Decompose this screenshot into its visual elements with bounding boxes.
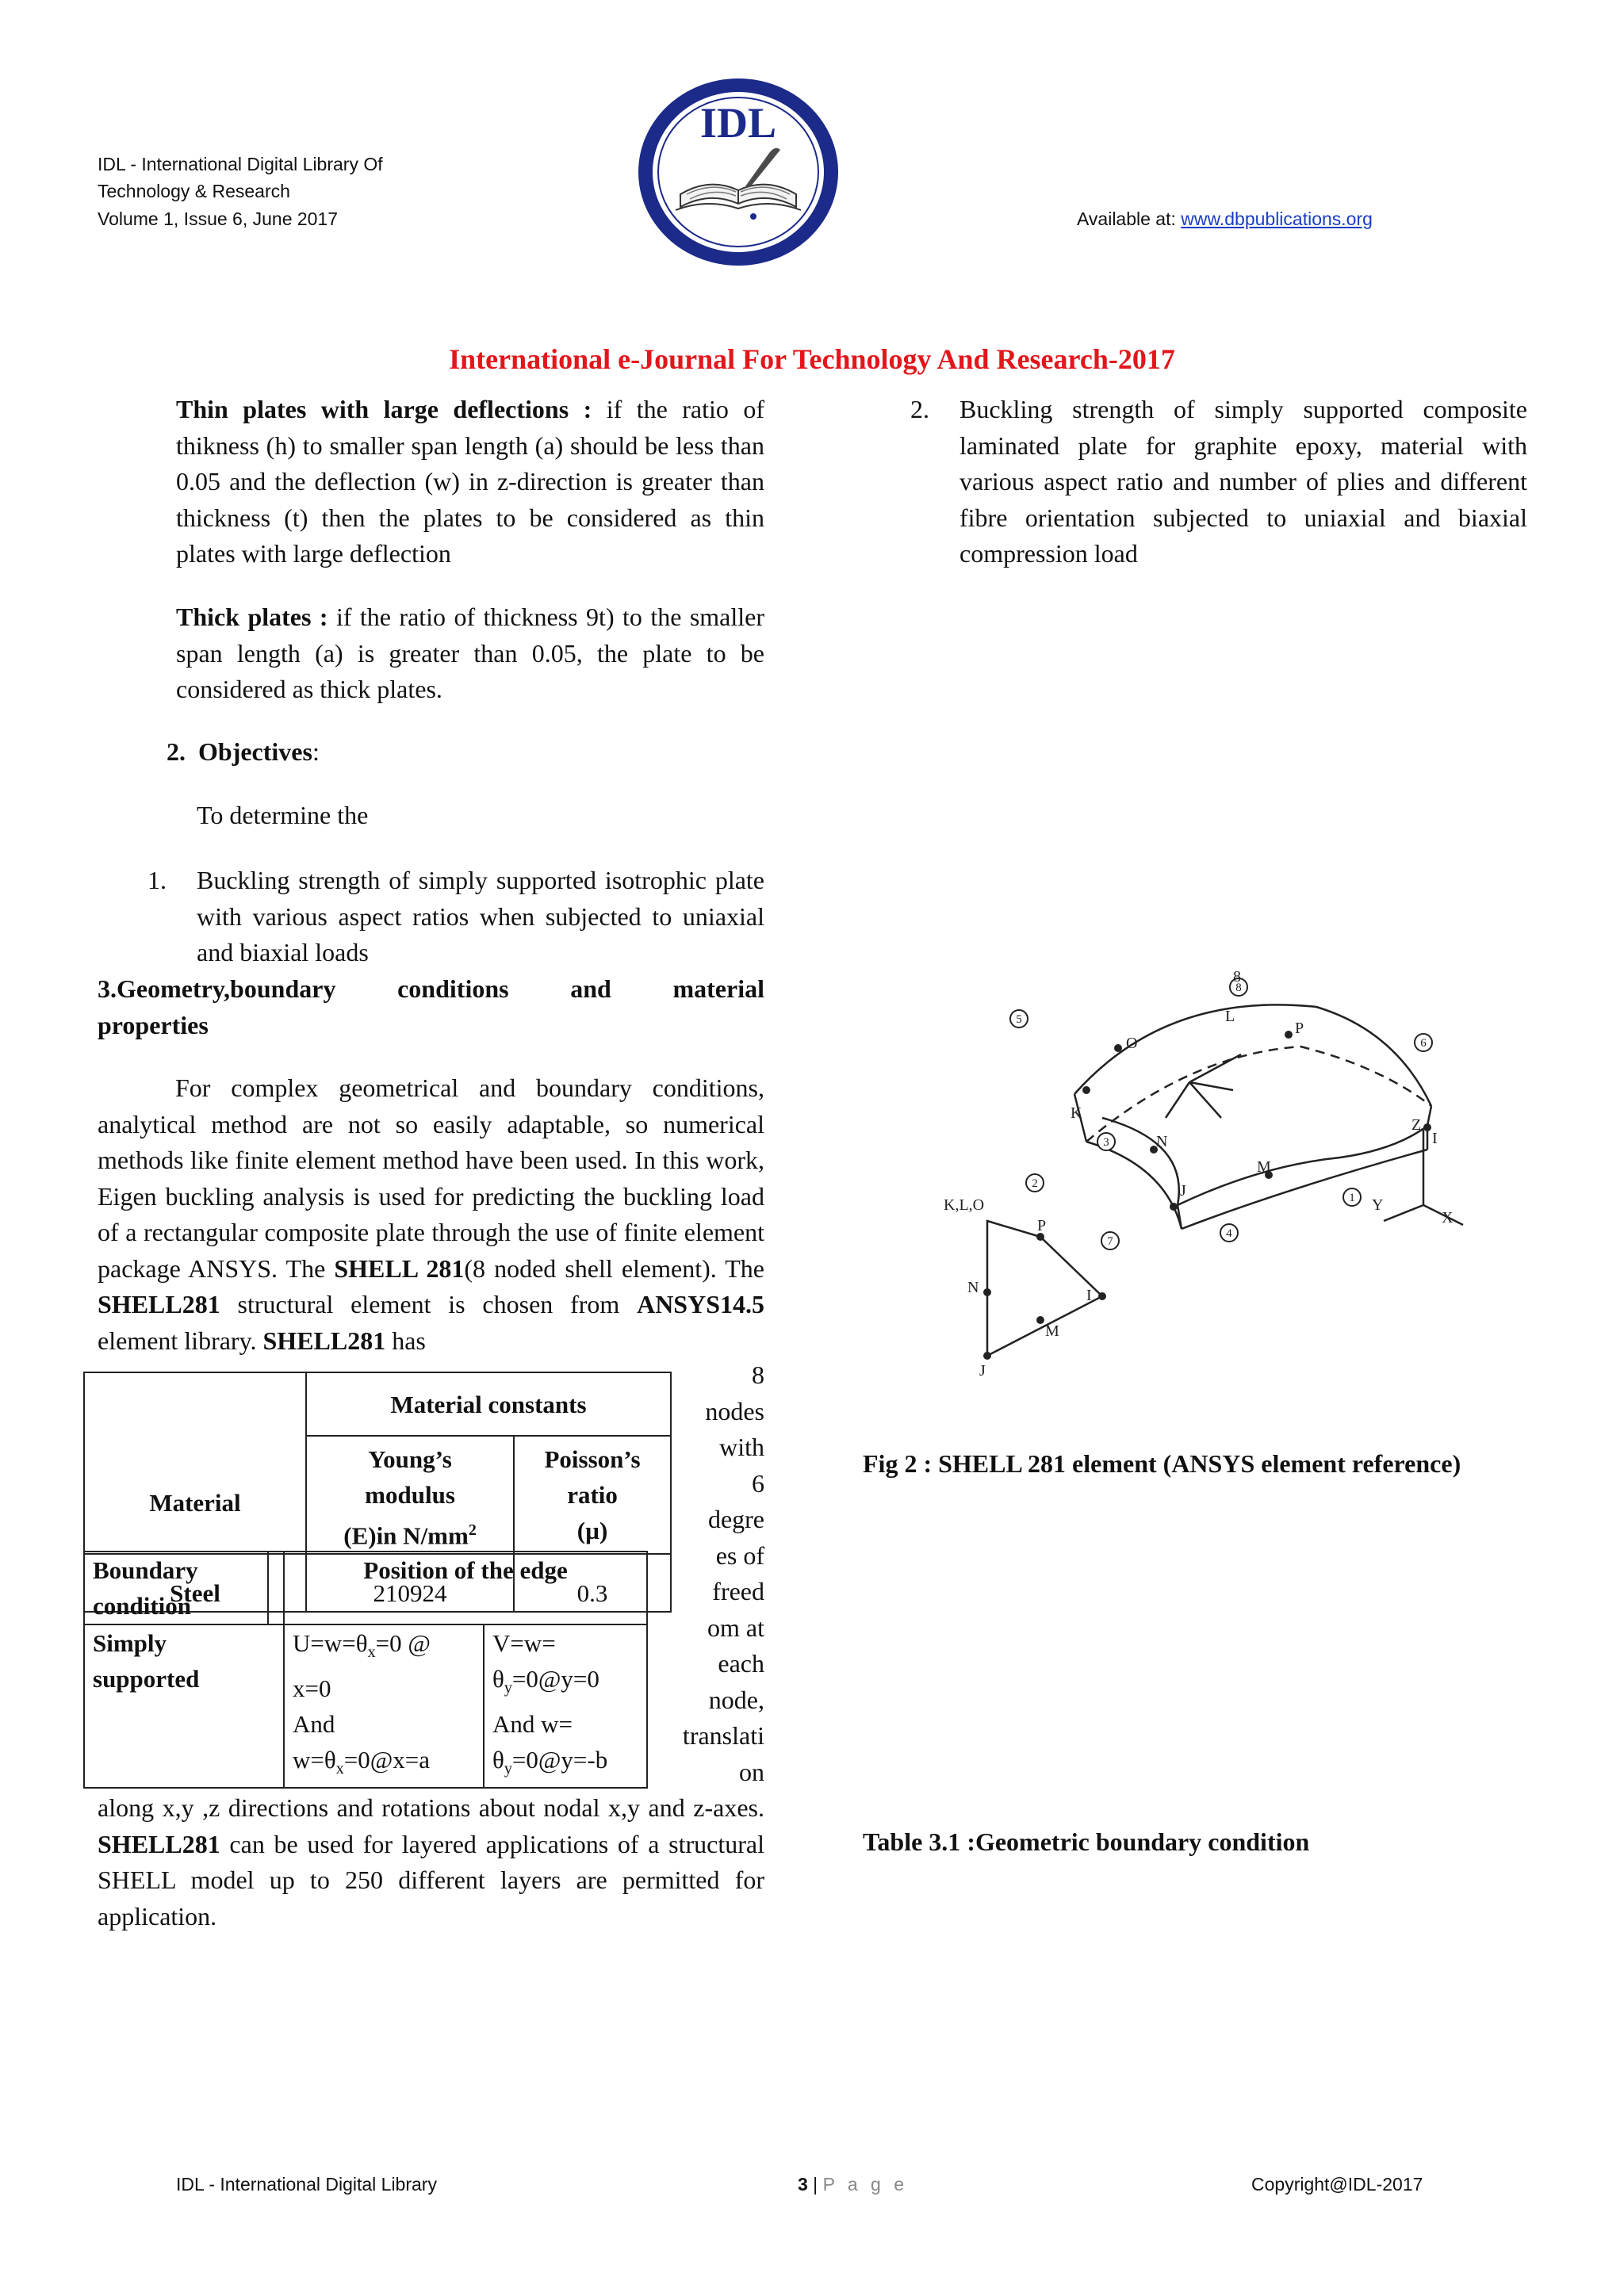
callout-text: 7 <box>1107 1235 1113 1248</box>
page-word: P a g e <box>822 2174 909 2195</box>
wrapped-line: with <box>719 1433 764 1461</box>
journal-title: International e-Journal For Technology And Research-2017 <box>449 343 1175 375</box>
simply-supported-cell <box>84 1624 284 1788</box>
y-cond-2b: =0@y=0 <box>511 1665 599 1693</box>
material-steel: Steel <box>84 1554 306 1612</box>
methods-bold-2: SHELL281 <box>98 1290 220 1318</box>
material-constants-header: Material constants <box>306 1372 671 1436</box>
simply-label: Simply <box>93 1629 167 1657</box>
section-3-word-4: material <box>672 974 764 1003</box>
x-cond-4-sub: x <box>335 1760 344 1778</box>
section-3-word-1: 3.Geometry,boundary <box>98 974 336 1003</box>
x-cond-1b: =0 @ <box>375 1629 431 1657</box>
callout-text: 3 <box>1103 1136 1109 1149</box>
methods-bold-3: ANSYS14.5 <box>637 1290 764 1318</box>
section-3-word-5: properties <box>98 1010 209 1039</box>
header-line-2: Technology & Research <box>98 181 290 201</box>
boundary-header-line-2: condition <box>93 1592 192 1620</box>
node-label: I <box>1086 1287 1092 1304</box>
thin-plates-text: if the ratio of thikness (h) to smaller span length (a) should be less than 0.05 and the deflection (w) in z-direction is greater than thickness (t) then the plates to be considered as thin plates with large deflection <box>176 395 764 568</box>
shell281-figure <box>928 959 1483 1403</box>
callout-text: 2 <box>1032 1177 1038 1190</box>
shell281-paragraph <box>98 1790 764 1934</box>
methods-text-5: has <box>385 1326 426 1355</box>
methods-bold-1: SHELL 281 <box>334 1253 465 1283</box>
youngs-line-2: modulus <box>365 1481 455 1509</box>
material-col-header: Material <box>84 1372 306 1554</box>
section-3-heading <box>98 971 764 1043</box>
y-cond-3: And w= <box>492 1710 573 1739</box>
boundary-condition-header <box>84 1552 268 1624</box>
youngs-modulus-header <box>306 1436 514 1554</box>
axis-label: Z <box>1411 1116 1422 1134</box>
node-label: K <box>1071 1104 1082 1122</box>
wrapped-line: freed <box>712 1577 764 1605</box>
wrapped-line: translati <box>682 1721 764 1750</box>
idl-logo <box>634 75 842 270</box>
y-cond-4a: θ <box>492 1746 504 1774</box>
node-label: 8 <box>1233 968 1241 985</box>
wrapped-line: om at <box>707 1613 764 1642</box>
footer-right: Copyright@IDL-2017 <box>1251 2174 1423 2195</box>
node-label: P <box>1037 1217 1047 1234</box>
supported-label: supported <box>93 1665 200 1693</box>
youngs-value: 210924 <box>306 1554 514 1612</box>
axis-label: X <box>1442 1209 1454 1226</box>
shell-bold: SHELL281 <box>98 1829 220 1858</box>
wrapped-line: degre <box>707 1505 764 1533</box>
shell-text-1: along x,y ,z directions and rotations about nodal x,y and z-axes. <box>98 1793 764 1822</box>
node-label: N <box>1156 1133 1168 1150</box>
x-cond-4b: =0@x=a <box>343 1746 431 1774</box>
thick-plates-paragraph <box>176 599 764 708</box>
poisson-line-1: Poisson’s <box>544 1445 641 1473</box>
x-cond-3: And <box>293 1710 335 1739</box>
journal-link[interactable]: www.dbpublications.org <box>1181 209 1373 229</box>
objectives-heading <box>167 734 484 771</box>
logo-text: IDL <box>699 99 777 147</box>
youngs-line-3: (E)in N/mm <box>343 1521 469 1550</box>
objectives-number: 2. <box>167 737 186 766</box>
callout-text: 1 <box>1349 1192 1355 1204</box>
figure-caption: Fig 2 : SHELL 281 element (ANSYS element reference) <box>863 1449 1461 1478</box>
methods-text-1: For complex geometrical and boundary conditions, analytical method are not so easily adaptable, so numerical methods like finite element method have been used. In this work, Eigen buckling analysis is used for predicting the buckling load of a rectangular composite plate through the use of finite element package ANSYS. The <box>98 1073 764 1283</box>
methods-text-4: element library. <box>98 1326 263 1355</box>
boundary-header-line-1: Boundary <box>93 1556 198 1584</box>
wrapped-line: 6 <box>752 1468 764 1498</box>
axis-label: Y <box>1372 1196 1384 1214</box>
thick-plates-text: if the ratio of thickness 9t) to the smaller span length (a) is greater than 0.05, the plate to be considered as thick plates. <box>176 603 765 703</box>
poisson-line-3: (µ) <box>576 1517 608 1544</box>
node-label: N <box>967 1279 979 1296</box>
wrapped-line: 8 <box>752 1360 764 1389</box>
wrapped-line: on <box>739 1757 764 1786</box>
callout-text: 6 <box>1420 1037 1427 1050</box>
objective-2-text: Buckling strength of simply supported composite laminated plate for graphite epoxy, material with various aspect ratio and number of plies and different fibre orientation subjected to uniaxial and biaxial compression load <box>959 395 1527 568</box>
objective-2-number: 2. <box>910 395 929 423</box>
boundary-table-wrapper <box>83 1551 648 1789</box>
x-cond-1a: U=w=θ <box>293 1629 368 1657</box>
node-label: I <box>1432 1130 1438 1147</box>
node-label: J <box>979 1362 986 1380</box>
section-3-word-2: conditions <box>397 974 509 1003</box>
determine-line: To determine the <box>197 801 369 829</box>
footer-left: IDL - International Digital Library <box>176 2174 437 2195</box>
y-cond-4b: =0@y=-b <box>511 1746 608 1774</box>
y-cond-2-sub: y <box>504 1679 512 1697</box>
node-label: J <box>1180 1182 1186 1200</box>
wrapped-text-column <box>666 1357 764 1790</box>
poisson-ratio-header <box>514 1436 671 1554</box>
page-separator: | <box>807 2174 823 2195</box>
node-label: M <box>1045 1322 1059 1340</box>
footer-page <box>798 2174 908 2195</box>
x-cond-4a: w=θ <box>293 1746 336 1774</box>
shell-text-2: can be used for layered applications of a structural SHELL model up to 250 different layers are permitted for application. <box>98 1829 764 1931</box>
node-label: M <box>1257 1158 1271 1176</box>
header-line-3: Volume 1, Issue 6, June 2017 <box>98 209 339 229</box>
x-edge-condition <box>284 1624 484 1788</box>
available-at <box>1077 205 1373 232</box>
youngs-line-1: Young’s <box>368 1445 452 1473</box>
objective-1-text: Buckling strength of simply supported isotrophic plate with various aspect ratios when subjected to uniaxial and biaxial loads <box>197 866 764 966</box>
methods-paragraph <box>98 1070 764 1359</box>
available-label: Available at: <box>1077 209 1182 229</box>
poisson-line-2: ratio <box>567 1481 618 1509</box>
node-label: P <box>1295 1020 1304 1037</box>
node-label: O <box>1126 1035 1138 1052</box>
node-label: K,L,O <box>944 1196 985 1214</box>
y-edge-condition <box>484 1624 647 1788</box>
spacer-cell <box>268 1552 284 1624</box>
methods-bold-4: SHELL281 <box>262 1326 386 1355</box>
wrapped-line: nodes <box>705 1396 764 1425</box>
boundary-table <box>83 1551 648 1789</box>
y-cond-2a: θ <box>492 1665 504 1693</box>
objective-1-number: 1. <box>147 866 167 894</box>
methods-text-2: (8 noded shell element). The <box>464 1253 764 1283</box>
section-3-word-3: and <box>570 974 611 1003</box>
edge-position-header: Position of the edge <box>284 1552 647 1624</box>
objectives-label: Objectives <box>198 737 312 766</box>
callout-text: 8 <box>1235 982 1242 994</box>
x-cond-2: x=0 <box>293 1674 331 1703</box>
y-cond-1: V=w= <box>492 1629 556 1657</box>
wrapped-line: es of <box>715 1540 764 1570</box>
page-number: 3 <box>798 2174 808 2195</box>
callout-text: 4 <box>1226 1227 1232 1240</box>
callout-text: 5 <box>1016 1013 1022 1026</box>
youngs-unit-sup: 2 <box>468 1521 477 1539</box>
header-line-1: IDL - International Digital Library Of <box>98 154 383 174</box>
wrapped-line: each <box>718 1649 764 1678</box>
thick-plates-term: Thick plates : <box>176 603 328 631</box>
poisson-value: 0.3 <box>514 1554 671 1612</box>
table-caption: Table 3.1 :Geometric boundary condition <box>863 1827 1310 1856</box>
wrapped-line: node, <box>708 1685 764 1714</box>
thin-plates-term: Thin plates with large deflections : <box>176 395 592 423</box>
y-cond-4-sub: y <box>504 1760 512 1778</box>
methods-text-3: structural element is chosen from <box>220 1290 638 1318</box>
x-cond-1-sub: x <box>367 1644 376 1662</box>
objectives-colon: : <box>312 737 320 766</box>
node-label: L <box>1225 1008 1235 1025</box>
thin-plates-paragraph <box>176 392 764 572</box>
